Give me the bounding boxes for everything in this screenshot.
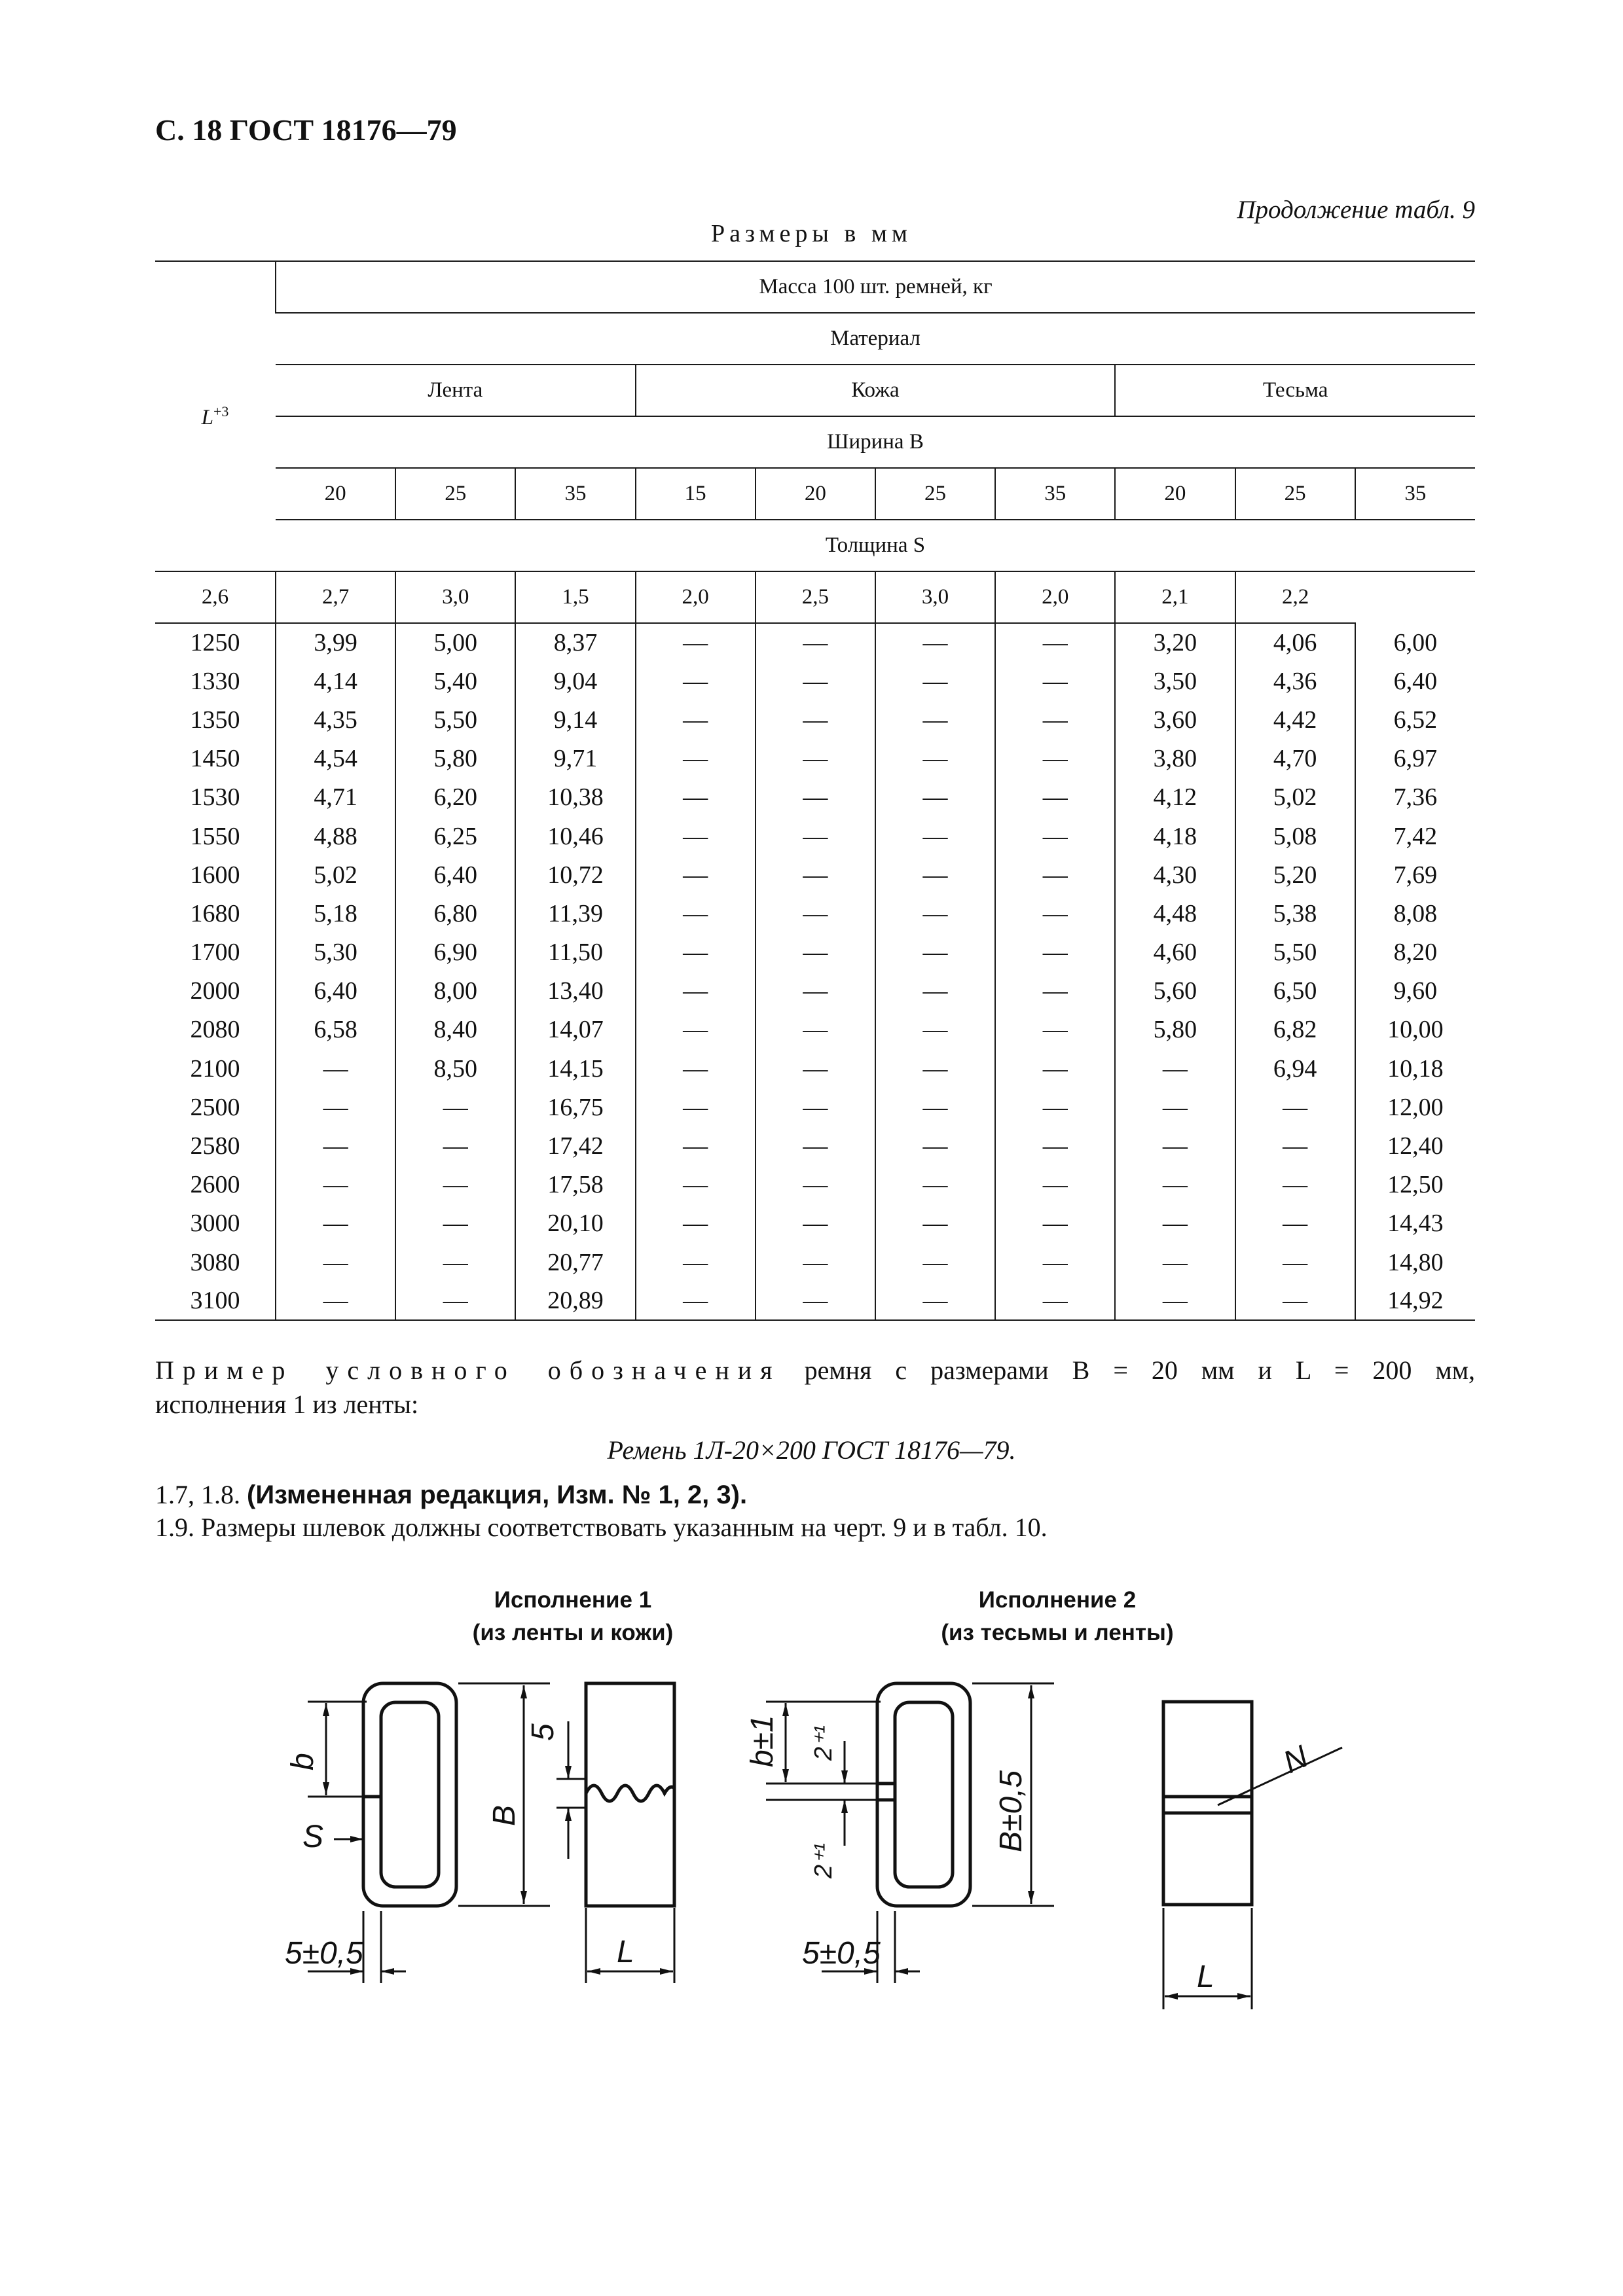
mass-cell: — bbox=[995, 1243, 1115, 1282]
length-cell: 1600 bbox=[190, 861, 240, 889]
width-value: 35 bbox=[1355, 468, 1475, 520]
mass-cell: 14,92 bbox=[1355, 1282, 1475, 1320]
mass-cell: 6,82 bbox=[1235, 1011, 1355, 1049]
mass-cell: — bbox=[756, 1011, 875, 1049]
mass-cell: — bbox=[636, 855, 756, 894]
mass-cell: — bbox=[756, 1049, 875, 1088]
mass-cell: 8,20 bbox=[1355, 933, 1475, 972]
mass-cell: — bbox=[875, 1011, 995, 1049]
mass-cell: 3,99 bbox=[276, 623, 395, 662]
length-cell: 1330 bbox=[190, 667, 240, 695]
length-column-header: $L^{+3}$ bbox=[155, 261, 276, 571]
length-cell: 2100 bbox=[190, 1054, 240, 1083]
mass-cell: — bbox=[636, 1282, 756, 1320]
mass-cell: — bbox=[1235, 1204, 1355, 1243]
mass-cell: — bbox=[636, 1166, 756, 1204]
mass-cell: 9,04 bbox=[515, 662, 635, 700]
mass-cell: — bbox=[756, 700, 875, 739]
mass-cell: 6,20 bbox=[395, 778, 515, 817]
dim-two-tol-top: 2⁺¹ bbox=[810, 1725, 837, 1761]
length-cell: 1530 bbox=[190, 783, 240, 812]
mass-cell: — bbox=[875, 623, 995, 662]
dim-b: b bbox=[285, 1753, 320, 1770]
mass-cell: 8,37 bbox=[515, 623, 635, 662]
mass-cell: — bbox=[756, 933, 875, 972]
figure-2-loop-section bbox=[877, 1683, 970, 1906]
width-value: 25 bbox=[875, 468, 995, 520]
mass-cell: — bbox=[995, 933, 1115, 972]
mass-cell: — bbox=[276, 1088, 395, 1126]
mass-cell: 14,07 bbox=[515, 1011, 635, 1049]
mass-cell: 6,94 bbox=[1235, 1049, 1355, 1088]
mass-cell: 7,36 bbox=[1355, 778, 1475, 817]
length-cell: 2600 bbox=[190, 1171, 240, 1199]
width-value: 20 bbox=[756, 468, 875, 520]
mass-cell: — bbox=[636, 1126, 756, 1165]
example-sentence: Пример условного обозначения ремня с размерами B = 20 мм и L = 200 мм, bbox=[155, 1355, 1476, 1385]
mass-cell: 6,80 bbox=[395, 894, 515, 933]
thickness-value: 2,2 bbox=[1235, 571, 1355, 623]
length-cell: 1700 bbox=[190, 939, 240, 967]
mass-cell: — bbox=[995, 1166, 1115, 1204]
mass-cell: 4,30 bbox=[1115, 855, 1235, 894]
width-value: 25 bbox=[1235, 468, 1355, 520]
mass-cell: — bbox=[995, 972, 1115, 1011]
mass-cell: 20,77 bbox=[515, 1243, 635, 1282]
mass-cell: 20,10 bbox=[515, 1204, 635, 1243]
mass-cell: — bbox=[636, 740, 756, 778]
mass-cell: — bbox=[636, 1049, 756, 1088]
mass-cell: — bbox=[756, 1243, 875, 1282]
mass-cell: — bbox=[995, 855, 1115, 894]
mass-cell: — bbox=[995, 700, 1115, 739]
thickness-value: 2,0 bbox=[995, 571, 1115, 623]
mass-cell: 11,39 bbox=[515, 894, 635, 933]
mass-cell: 4,48 bbox=[1115, 894, 1235, 933]
mass-cell: 6,90 bbox=[395, 933, 515, 972]
dim-L-2: L bbox=[1197, 1960, 1214, 1994]
mass-cell: 6,40 bbox=[395, 855, 515, 894]
dim-b-tol: b±1 bbox=[745, 1715, 780, 1767]
mass-cell: — bbox=[875, 1243, 995, 1282]
table-continuation-label: Продолжение табл. 9 bbox=[1237, 196, 1475, 224]
mass-cell: — bbox=[995, 894, 1115, 933]
mass-cell: — bbox=[875, 1126, 995, 1165]
mass-cell: 6,40 bbox=[1355, 662, 1475, 700]
mass-cell: 9,71 bbox=[515, 740, 635, 778]
mass-cell: — bbox=[1235, 1126, 1355, 1165]
length-cell: 1450 bbox=[190, 745, 240, 773]
mass-cell: 8,50 bbox=[395, 1049, 515, 1088]
mass-cell: — bbox=[636, 1204, 756, 1243]
mass-cell: 10,38 bbox=[515, 778, 635, 817]
mass-cell: — bbox=[875, 700, 995, 739]
mass-cell: — bbox=[875, 817, 995, 855]
thickness-value: 2,1 bbox=[1115, 571, 1235, 623]
mass-cell: — bbox=[1115, 1088, 1235, 1126]
mass-cell: 5,50 bbox=[1235, 933, 1355, 972]
mass-cell: — bbox=[1115, 1166, 1235, 1204]
mass-cell: 5,02 bbox=[276, 855, 395, 894]
width-value: 25 bbox=[395, 468, 515, 520]
mass-cell: — bbox=[1115, 1243, 1235, 1282]
thickness-value: 2,5 bbox=[756, 571, 875, 623]
width-value: 35 bbox=[515, 468, 635, 520]
mass-cell: 5,38 bbox=[1235, 894, 1355, 933]
mass-cell: 12,50 bbox=[1355, 1166, 1475, 1204]
mass-cell: — bbox=[636, 1011, 756, 1049]
figure-1-side-dimensions bbox=[556, 1721, 674, 1983]
mass-cell: — bbox=[875, 778, 995, 817]
mass-cell: 5,00 bbox=[395, 623, 515, 662]
figure-1-title: Исполнение 1 (из ленты и кожи) bbox=[472, 1587, 674, 1645]
mass-cell: 3,60 bbox=[1115, 700, 1235, 739]
mass-cell: — bbox=[875, 740, 995, 778]
mass-cell: — bbox=[995, 778, 1115, 817]
mass-cell: 17,58 bbox=[515, 1166, 635, 1204]
mass-cell: 10,00 bbox=[1355, 1011, 1475, 1049]
mass-cell: 16,75 bbox=[515, 1088, 635, 1126]
mass-cell: 12,40 bbox=[1355, 1126, 1475, 1165]
mass-cell: 3,80 bbox=[1115, 740, 1235, 778]
mass-cell: — bbox=[636, 817, 756, 855]
mass-cell: 4,70 bbox=[1235, 740, 1355, 778]
mass-cell: 5,40 bbox=[395, 662, 515, 700]
mass-cell: — bbox=[756, 894, 875, 933]
mass-cell: — bbox=[1115, 1049, 1235, 1088]
mass-cell: 4,54 bbox=[276, 740, 395, 778]
mass-cell: — bbox=[1235, 1243, 1355, 1282]
mass-cell: — bbox=[1115, 1204, 1235, 1243]
length-cell: 3100 bbox=[155, 1282, 276, 1320]
mass-cell: — bbox=[276, 1204, 395, 1243]
mass-cell: 6,52 bbox=[1355, 700, 1475, 739]
mass-cell: — bbox=[636, 778, 756, 817]
dim-gap-1: 5±0,5 bbox=[285, 1936, 363, 1971]
mass-cell: 10,72 bbox=[515, 855, 635, 894]
mass-cell: — bbox=[395, 1243, 515, 1282]
width-value: 20 bbox=[1115, 468, 1235, 520]
mass-cell: 6,40 bbox=[276, 972, 395, 1011]
length-cell: 1350 bbox=[190, 706, 240, 734]
mass-cell: — bbox=[995, 662, 1115, 700]
mass-cell: 4,35 bbox=[276, 700, 395, 739]
mass-cell: — bbox=[636, 1243, 756, 1282]
mass-cell: — bbox=[875, 1166, 995, 1204]
thickness-header: Толщина S bbox=[276, 520, 1475, 571]
mass-cell: — bbox=[636, 933, 756, 972]
mass-cell: 10,46 bbox=[515, 817, 635, 855]
mass-cell: 4,42 bbox=[1235, 700, 1355, 739]
mass-cell: — bbox=[756, 778, 875, 817]
mass-cell: — bbox=[395, 1204, 515, 1243]
mass-cell: 4,06 bbox=[1235, 623, 1355, 662]
mass-cell: 5,02 bbox=[1235, 778, 1355, 817]
figure-2-side-view bbox=[1163, 1702, 1252, 1905]
mass-cell: — bbox=[636, 662, 756, 700]
mass-cell: 5,80 bbox=[1115, 1011, 1235, 1049]
thickness-value: 2,6 bbox=[155, 571, 276, 623]
mass-cell: 3,20 bbox=[1115, 623, 1235, 662]
thickness-value: 2,7 bbox=[276, 571, 395, 623]
mass-cell: — bbox=[756, 972, 875, 1011]
clause-1-9: 1.9. Размеры шлевок должны соответствовать указанным на черт. 9 и в табл. 10. bbox=[155, 1513, 1048, 1542]
mass-cell: 5,20 bbox=[1235, 855, 1355, 894]
width-value: 15 bbox=[636, 468, 756, 520]
example-sentence-continuation: исполнения 1 из ленты: bbox=[155, 1390, 419, 1419]
figure-1-side-view bbox=[586, 1683, 674, 1906]
example-designation: Ремень 1Л-20×200 ГОСТ 18176—79. bbox=[607, 1435, 1016, 1465]
mass-cell: — bbox=[756, 1126, 875, 1165]
section-mark-N: N bbox=[1278, 1739, 1314, 1780]
mass-cell: — bbox=[276, 1282, 395, 1320]
dim-five: 5 bbox=[526, 1723, 560, 1741]
mass-cell: 4,88 bbox=[276, 817, 395, 855]
mass-cell: — bbox=[276, 1126, 395, 1165]
mass-cell: — bbox=[1115, 1282, 1235, 1320]
material-header: Материал bbox=[276, 313, 1475, 365]
dim-two-tol-bottom: 2⁺¹ bbox=[810, 1843, 837, 1878]
mass-cell: 20,89 bbox=[515, 1282, 635, 1320]
dim-B-tol: B±0,5 bbox=[994, 1770, 1029, 1852]
mass-cell: — bbox=[995, 817, 1115, 855]
mass-cell: — bbox=[636, 972, 756, 1011]
mass-cell: 7,42 bbox=[1355, 817, 1475, 855]
mass-cell: 17,42 bbox=[515, 1126, 635, 1165]
thickness-value: 3,0 bbox=[875, 571, 995, 623]
mass-cell: — bbox=[756, 1282, 875, 1320]
mass-cell: — bbox=[875, 1204, 995, 1243]
mass-cell: — bbox=[276, 1166, 395, 1204]
mass-cell: — bbox=[756, 1204, 875, 1243]
mass-cell: — bbox=[756, 662, 875, 700]
mass-cell: — bbox=[875, 894, 995, 933]
mass-cell: — bbox=[636, 1088, 756, 1126]
mass-cell: 5,80 bbox=[395, 740, 515, 778]
mass-cell: — bbox=[395, 1088, 515, 1126]
mass-cell: 14,80 bbox=[1355, 1243, 1475, 1282]
thickness-value: 3,0 bbox=[395, 571, 515, 623]
mass-cell: 4,14 bbox=[276, 662, 395, 700]
dim-L-1: L bbox=[617, 1935, 634, 1969]
width-value: 35 bbox=[995, 468, 1115, 520]
mass-cell: 6,00 bbox=[1355, 623, 1475, 662]
material-tape: Лента bbox=[276, 365, 636, 416]
change-note: 1.7, 1.8. (Измененная редакция, Изм. № 1, 2, 3). bbox=[155, 1480, 748, 1509]
mass-cell: — bbox=[875, 1282, 995, 1320]
mass-cell: 7,69 bbox=[1355, 855, 1475, 894]
dim-B: B bbox=[487, 1804, 522, 1826]
width-header: Ширина B bbox=[276, 416, 1475, 468]
mass-cell: 9,14 bbox=[515, 700, 635, 739]
mass-cell: — bbox=[276, 1243, 395, 1282]
mass-cell: — bbox=[636, 623, 756, 662]
mass-cell: 3,50 bbox=[1115, 662, 1235, 700]
mass-cell: — bbox=[756, 817, 875, 855]
mass-cell: — bbox=[995, 1126, 1115, 1165]
mass-cell: — bbox=[756, 855, 875, 894]
length-cell: 2000 bbox=[190, 977, 240, 1005]
mass-cell: — bbox=[875, 1088, 995, 1126]
mass-header: Масса 100 шт. ремней, кг bbox=[276, 261, 1475, 313]
mass-cell: 4,12 bbox=[1115, 778, 1235, 817]
mass-cell: 6,97 bbox=[1355, 740, 1475, 778]
figure-2-title: Исполнение 2 (из тесьмы и ленты) bbox=[941, 1587, 1174, 1645]
length-cell: 3080 bbox=[190, 1248, 240, 1276]
table-units-caption: Размеры в мм bbox=[711, 220, 912, 247]
mass-cell: 5,50 bbox=[395, 700, 515, 739]
mass-cell: — bbox=[276, 1049, 395, 1088]
mass-cell: 10,18 bbox=[1355, 1049, 1475, 1088]
mass-cell: 4,60 bbox=[1115, 933, 1235, 972]
mass-cell: 4,18 bbox=[1115, 817, 1235, 855]
mass-cell: — bbox=[995, 1011, 1115, 1049]
mass-cell: 5,08 bbox=[1235, 817, 1355, 855]
length-cell: 3000 bbox=[190, 1210, 240, 1238]
material-braid: Тесьма bbox=[1115, 365, 1475, 416]
mass-cell: — bbox=[995, 1204, 1115, 1243]
mass-cell: — bbox=[395, 1282, 515, 1320]
mass-cell: — bbox=[875, 662, 995, 700]
mass-cell: — bbox=[995, 1282, 1115, 1320]
width-value: 20 bbox=[276, 468, 395, 520]
mass-cell: 11,50 bbox=[515, 933, 635, 972]
mass-cell: 4,71 bbox=[276, 778, 395, 817]
mass-cell: — bbox=[1115, 1126, 1235, 1165]
mass-cell: — bbox=[1235, 1166, 1355, 1204]
mass-cell: 6,58 bbox=[276, 1011, 395, 1049]
mass-cell: — bbox=[875, 1049, 995, 1088]
mass-cell: — bbox=[995, 1088, 1115, 1126]
length-cell: 2580 bbox=[190, 1132, 240, 1160]
mass-cell: 12,00 bbox=[1355, 1088, 1475, 1126]
mass-cell: — bbox=[875, 972, 995, 1011]
length-cell: 2080 bbox=[190, 1016, 240, 1044]
mass-cell: — bbox=[1235, 1088, 1355, 1126]
figure-1-loop-section bbox=[363, 1683, 456, 1906]
mass-cell: 4,36 bbox=[1235, 662, 1355, 700]
mass-cell: — bbox=[636, 700, 756, 739]
mass-cell: 5,18 bbox=[276, 894, 395, 933]
mass-cell: — bbox=[995, 1049, 1115, 1088]
thickness-value: 1,5 bbox=[515, 571, 635, 623]
mass-cell: — bbox=[1235, 1282, 1355, 1320]
mass-cell: 6,50 bbox=[1235, 972, 1355, 1011]
mass-cell: — bbox=[636, 894, 756, 933]
mass-cell: 9,60 bbox=[1355, 972, 1475, 1011]
mass-cell: — bbox=[756, 623, 875, 662]
mass-cell: 5,60 bbox=[1115, 972, 1235, 1011]
mass-cell: — bbox=[395, 1126, 515, 1165]
mass-cell: — bbox=[995, 623, 1115, 662]
mass-cell: — bbox=[995, 740, 1115, 778]
mass-cell: — bbox=[395, 1166, 515, 1204]
mass-cell: — bbox=[756, 1088, 875, 1126]
length-cell: 1680 bbox=[190, 899, 240, 927]
mass-cell: 6,25 bbox=[395, 817, 515, 855]
mass-cell: 8,40 bbox=[395, 1011, 515, 1049]
dim-s: S bbox=[302, 1820, 324, 1854]
mass-cell: — bbox=[875, 855, 995, 894]
length-cell: 1250 bbox=[190, 629, 240, 657]
mass-cell: 8,08 bbox=[1355, 894, 1475, 933]
mass-cell: — bbox=[875, 933, 995, 972]
mass-cell: 14,15 bbox=[515, 1049, 635, 1088]
mass-cell: 14,43 bbox=[1355, 1204, 1475, 1243]
length-cell: 1550 bbox=[190, 822, 240, 850]
thickness-value: 2,0 bbox=[636, 571, 756, 623]
material-leather: Кожа bbox=[636, 365, 1116, 416]
length-cell: 2500 bbox=[190, 1093, 240, 1121]
mass-cell: — bbox=[756, 740, 875, 778]
dim-gap-2: 5±0,5 bbox=[802, 1936, 881, 1971]
page-header: С. 18 ГОСТ 18176—79 bbox=[155, 113, 457, 147]
mass-cell: 5,30 bbox=[276, 933, 395, 972]
mass-cell: — bbox=[756, 1166, 875, 1204]
mass-cell: 8,00 bbox=[395, 972, 515, 1011]
mass-cell: 13,40 bbox=[515, 972, 635, 1011]
